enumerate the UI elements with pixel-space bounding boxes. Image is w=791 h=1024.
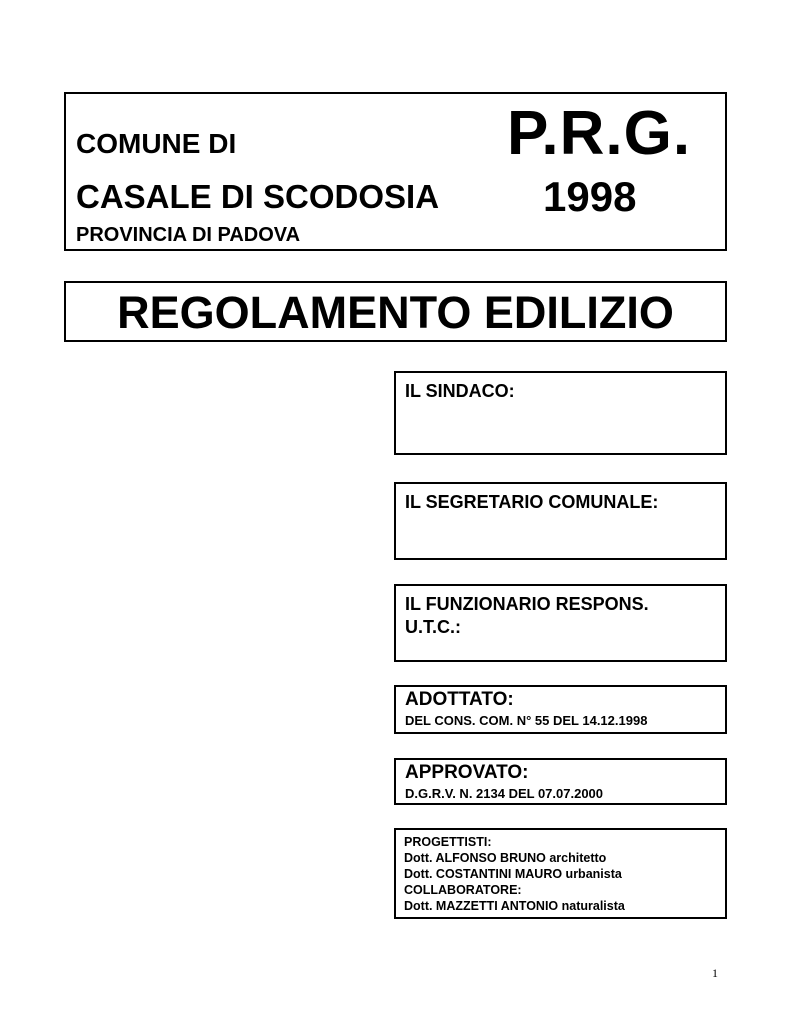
adottato-value: DEL CONS. COM. N° 55 DEL 14.12.1998: [405, 713, 648, 728]
header-box: [64, 92, 727, 251]
page-number: 1: [712, 966, 718, 980]
collaboratore-heading: COLLABORATORE:: [404, 883, 522, 897]
approvato-label: APPROVATO:: [405, 762, 529, 783]
adottato-box: [394, 685, 727, 734]
funzionario-label: [405, 593, 649, 639]
provincia-label: PROVINCIA DI PADOVA: [76, 224, 301, 246]
collaboratore-line: Dott. MAZZETTI ANTONIO naturalista: [404, 899, 625, 913]
approvato-box: [394, 758, 727, 805]
progettista-line: Dott. ALFONSO BRUNO architetto: [404, 851, 607, 865]
prg-label: P.R.G.: [507, 99, 692, 168]
adottato-label: ADOTTATO:: [405, 689, 514, 710]
comune-di-label: COMUNE DI: [76, 128, 237, 159]
segretario-label: IL SEGRETARIO COMUNALE:: [405, 492, 659, 512]
progettisti-list: [404, 834, 625, 914]
document-title: REGOLAMENTO EDILIZIO: [117, 287, 674, 338]
comune-name: CASALE DI SCODOSIA: [76, 178, 440, 215]
title-box: [64, 281, 727, 342]
prg-year: 1998: [543, 173, 637, 220]
segretario-signature-box: [394, 482, 727, 560]
sindaco-label: IL SINDACO:: [405, 381, 515, 401]
approvato-value: D.G.R.V. N. 2134 DEL 07.07.2000: [405, 786, 604, 801]
progettisti-heading: PROGETTISTI:: [404, 835, 492, 849]
funzionario-label-line1: IL FUNZIONARIO RESPONS.: [405, 594, 649, 614]
funzionario-label-line2: U.T.C.:: [405, 617, 461, 637]
progettista-line: Dott. COSTANTINI MAURO urbanista: [404, 867, 622, 881]
sindaco-signature-box: [394, 371, 727, 455]
funzionario-signature-box: [394, 584, 727, 662]
progettisti-box: [394, 828, 727, 919]
